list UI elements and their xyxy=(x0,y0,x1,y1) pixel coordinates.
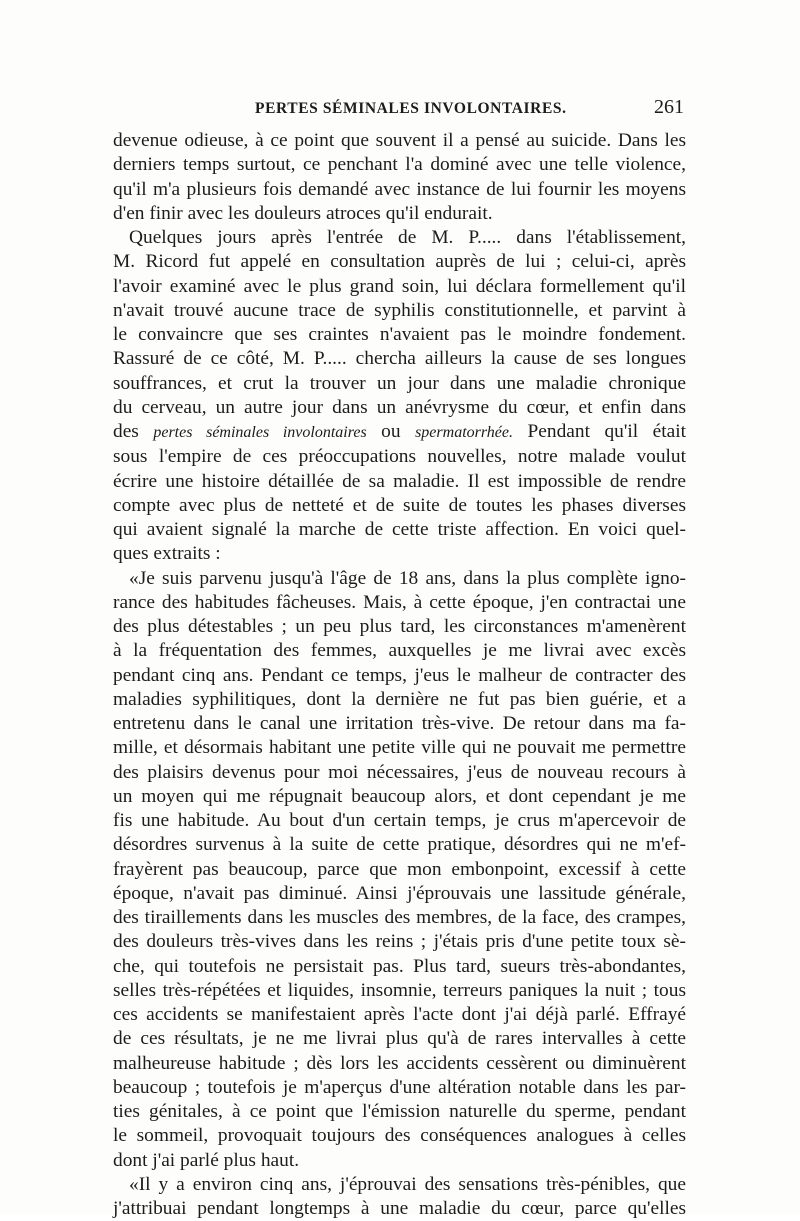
text-line: souffrances, et crut la trouver un jour dans une maladie chronique xyxy=(113,372,686,394)
text-line: un moyen qui me répugnait beaucoup alors, et dont cependant je me xyxy=(113,785,686,807)
text-line: à la fréquentation des femmes, auxquelles je me livrai avec excès xyxy=(113,640,686,662)
text-line: écrire une histoire détaillée de sa maladie. Il est impossible de rendre xyxy=(113,470,686,492)
text-line: frayèrent pas beaucoup, parce que mon embonpoint, excessif à cette xyxy=(113,858,686,880)
text-line: M. Ricord fut appelé en consultation auprès de lui ; celui-ci, après xyxy=(113,251,686,273)
text-segment: ou xyxy=(366,421,416,442)
body-text xyxy=(113,129,686,1221)
text-line: Rassuré de ce côté, M. P..... chercha ailleurs la cause de ses longues xyxy=(113,348,686,370)
text-line: le sommeil, provoquait toujours des conséquences analogues à celles xyxy=(113,1125,686,1147)
italic-term: spermatorrhée. xyxy=(415,424,513,441)
text-line: devenue odieuse, à ce point que souvent il a pensé au suicide. Dans les xyxy=(113,130,686,151)
text-line: dont j'ai parlé plus haut. xyxy=(113,1149,300,1171)
text-line: sous l'empire de ces préoccupations nouvelles, notre malade voulut xyxy=(113,446,686,468)
text-line: j'attribuai pendant longtemps à une maladie du cœur, parce qu'elles xyxy=(113,1198,686,1219)
paragraph-start-line: «Je suis parvenu jusqu'à l'âge de 18 ans, dans la plus complète igno- xyxy=(129,567,686,589)
text-line: n'avait trouvé aucune trace de syphilis constitutionnelle, et parvint à xyxy=(113,299,686,321)
page-number: 261 xyxy=(654,96,684,118)
text-line: des plaisirs devenus pour moi nécessaires, j'eus de nouveau recours à xyxy=(113,761,686,783)
text-line: des tiraillements dans les muscles des membres, de la face, des crampes, xyxy=(113,907,686,928)
text-line: l'avoir examiné avec le plus grand soin, lui déclara formellement qu'il xyxy=(113,275,686,297)
italic-term: pertes séminales involontaires xyxy=(153,424,367,441)
text-segment: Pendant qu'il était xyxy=(513,421,686,442)
text-line: malheureuse habitude ; dès lors les accidents cessèrent ou diminuèrent xyxy=(113,1052,686,1074)
text-line: qu'il m'a plusieurs fois demandé avec instance de lui fournir les moyens xyxy=(113,178,686,200)
paragraph-start-line: Quelques jours après l'entrée de M. P..... dans l'établissement, xyxy=(129,227,686,248)
text-line: rance des habitudes fâcheuses. Mais, à cette époque, j'en contractai une xyxy=(113,591,686,613)
text-line: des plus détestables ; un peu plus tard, les circonstances m'amenèrent xyxy=(113,616,686,637)
text-segment: des xyxy=(113,421,154,442)
text-line: ties génitales, à ce point que l'émission naturelle du sperme, pendant xyxy=(113,1101,686,1122)
text-line: d'en finir avec les douleurs atroces qu'il endurait. xyxy=(113,202,493,224)
text-line-mixed xyxy=(113,420,686,445)
running-title: PERTES SÉMINALES INVOLONTAIRES. xyxy=(255,100,567,117)
text-line: le convaincre que ses craintes n'avaient pas le moindre fondement. xyxy=(113,324,686,345)
text-line: beaucoup ; toutefois je m'aperçus d'une altération notable dans les par- xyxy=(113,1076,686,1098)
text-line: selles très-répétées et liquides, insomnie, terreurs paniques la nuit ; tous xyxy=(113,979,686,1001)
text-line: maladies syphilitiques, dont la dernière ne fut pas bien guérie, et a xyxy=(113,688,686,710)
text-line: désordres survenus à la suite de cette pratique, désordres qui ne m'ef- xyxy=(113,834,686,856)
text-line: pendant cinq ans. Pendant ce temps, j'eus le malheur de contracter des xyxy=(113,664,686,686)
text-line: fis une habitude. Au bout d'un certain temps, je crus m'apercevoir de xyxy=(113,810,686,831)
text-line: des douleurs très-vives dans les reins ; j'étais pris d'une petite toux sè- xyxy=(113,931,686,953)
text-line: époque, n'avait pas diminué. Ainsi j'éprouvais une lassitude générale, xyxy=(113,882,686,904)
text-line: derniers temps surtout, ce penchant l'a dominé avec une telle violence, xyxy=(113,154,686,176)
text-line: compte avec plus de netteté et de suite de toutes les phases diverses xyxy=(113,494,686,516)
page-header xyxy=(113,96,686,126)
text-line: entretenu dans le canal une irritation très-vive. De retour dans ma fa- xyxy=(113,713,686,734)
paragraph-start-line: «Il y a environ cinq ans, j'éprouvai des sensations très-pénibles, que xyxy=(129,1173,686,1195)
text-line: mille, et désormais habitant une petite ville qui ne pouvait me permettre xyxy=(113,737,686,759)
text-line: du cerveau, un autre jour dans un anévrysme du cœur, et enfin dans xyxy=(113,396,686,418)
text-line: ces accidents se manifestaient après l'acte dont j'ai déjà parlé. Effrayé xyxy=(113,1004,686,1025)
text-line: qui avaient signalé la marche de cette triste affection. En voici quel- xyxy=(113,519,686,540)
text-line: ques extraits : xyxy=(113,543,221,565)
text-line: che, qui toutefois ne persistait pas. Plus tard, sueurs très-abondantes, xyxy=(113,955,686,977)
text-line: de ces résultats, je ne me livrai plus qu'à de rares intervalles à cette xyxy=(113,1028,686,1050)
